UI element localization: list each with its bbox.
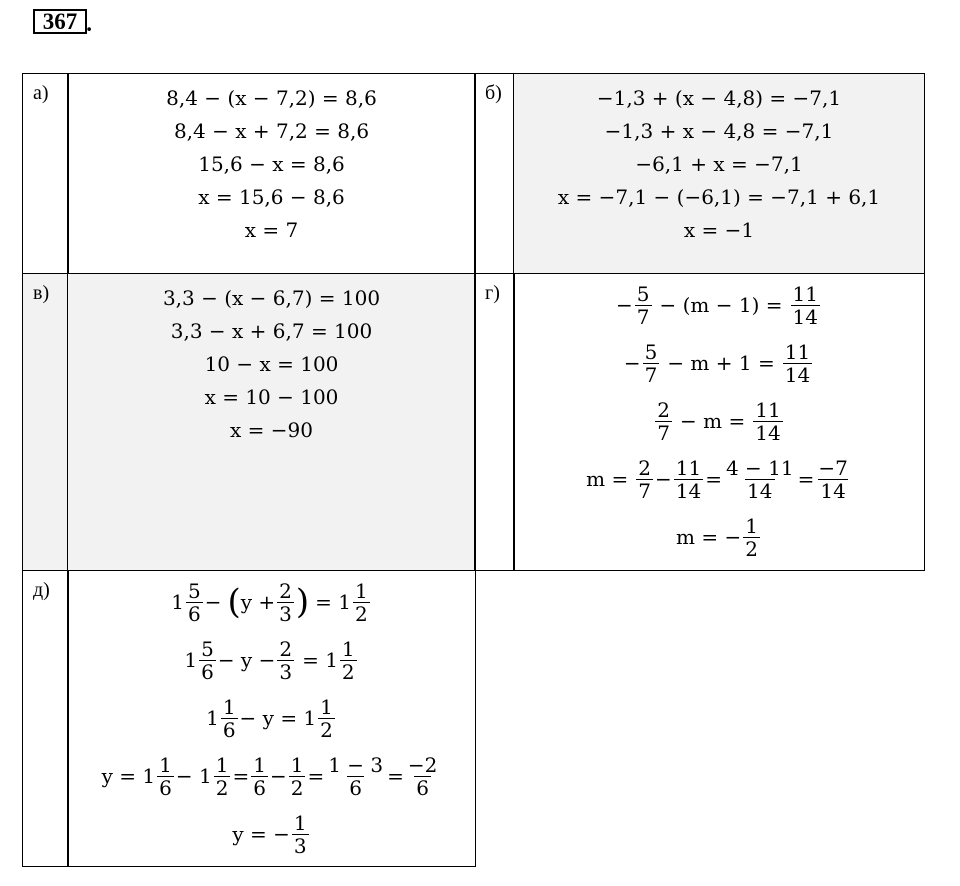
denominator: 14 [755,420,781,445]
eq-g-1 [514,276,924,334]
solution-d [68,573,475,863]
numerator: 11 [784,339,811,364]
eq-v-5: x = −90 [230,418,313,442]
equation-text: = [797,467,815,491]
equation-text: 1 [184,648,198,672]
denominator: 6 [253,775,266,800]
denominator: 7 [644,362,658,387]
fraction [318,696,335,741]
denominator: 3 [279,659,293,684]
cell-d [67,570,476,867]
fraction [289,754,306,799]
denominator: 14 [675,478,702,503]
label-a: а) [33,82,49,104]
equation-text: − [616,293,633,317]
numerator: 1 [253,752,266,777]
eq-v-3: 10 − x = 100 [204,352,339,376]
eq-v-4: x = 10 − 100 [204,385,339,409]
label-d: д) [33,579,50,601]
problem-number: 367 [42,9,78,34]
numerator: 1 [290,752,304,777]
numerator: 5 [187,578,201,603]
eq-g-3 [514,392,924,450]
fraction [251,754,268,799]
denominator: 6 [159,775,172,800]
problem-number-box [33,9,92,36]
eq-b-3: −6,1 + x = −7,1 [635,152,803,176]
eq-v-1: 3,3 − (x − 6,7) = 100 [162,286,381,310]
fraction [406,754,439,799]
fraction [199,638,216,683]
denominator: 2 [215,775,229,800]
eq-g-5 [514,508,924,566]
solution-g [514,276,924,566]
equation-text: − m + 1 = [667,351,775,375]
eq-b-2: −1,3 + x − 4,8 = −7,1 [604,119,834,143]
eq-v-2: 3,3 − x + 6,7 = 100 [170,319,373,343]
equation-text: = [232,764,250,788]
equation-text: 1 [171,590,184,614]
equation-text: − m = [680,409,746,433]
solution-a [68,82,475,247]
fraction [636,457,653,502]
equation-text: − y = 1 [239,706,317,730]
equation-text: − [623,351,641,375]
period: . [86,11,92,36]
denominator: 6 [201,659,214,684]
eq-g-2 [514,334,924,392]
solution-v [68,282,475,447]
eq-a-5: x = 7 [244,218,299,242]
denominator: 2 [745,536,758,561]
numerator: −2 [407,752,438,777]
fraction [277,580,294,625]
eq-d-4 [68,747,475,805]
denominator: 2 [290,775,304,800]
numerator: 1 [222,694,236,719]
equation-text: = [387,764,404,788]
numerator: 2 [279,578,292,603]
denominator: 14 [820,478,846,503]
numerator: 1 [341,636,355,661]
numerator: 5 [636,281,650,306]
denominator: 6 [187,601,201,626]
numerator: 1 [293,810,307,835]
equation-text: y = 1 [101,764,156,788]
denominator: 6 [349,775,363,800]
numerator: 1 [215,752,229,777]
eq-b-4: x = −7,1 − (−6,1) = −7,1 + 6,1 [557,185,881,209]
eq-a-2: 8,4 − x + 7,2 = 8,6 [173,119,370,143]
eq-d-1 [68,573,475,631]
equation-text: = 1 [302,648,338,672]
denominator: 7 [657,420,671,445]
numerator: 1 [320,694,333,719]
denominator: 7 [636,304,650,329]
fraction [186,580,203,625]
eq-d-3 [68,689,475,747]
label-cell-d [22,570,69,867]
denominator: 2 [341,659,355,684]
equation-text: m = [586,467,629,491]
equation-text: = [307,764,325,788]
denominator: 7 [638,478,651,503]
equation-text: m = − [676,525,742,549]
eq-a-4: x = 15,6 − 8,6 [198,185,345,209]
denominator: 2 [355,601,368,626]
numerator: 2 [638,455,651,480]
denominator: 3 [293,833,307,858]
numerator: 1 [745,513,758,538]
denominator: 14 [792,304,818,329]
numerator: 11 [675,455,702,480]
label-g: г) [485,282,500,304]
denominator: 6 [416,775,429,800]
fraction [655,399,672,444]
equation-text: y = − [232,822,290,846]
equation-text: − [654,467,672,491]
fraction [340,638,357,683]
eq-d-5 [68,805,475,863]
fraction [292,812,309,857]
fraction [353,580,370,625]
fraction [277,638,294,683]
numerator: 1 [159,752,172,777]
fraction [157,754,174,799]
equation-text: = 1 [315,590,352,614]
label-b: б) [485,82,502,104]
equation-text: y + [240,590,276,614]
equation-text: ( [227,582,241,622]
fraction [643,341,660,386]
numerator: 4 − 11 [725,455,794,480]
cell-g [513,273,925,571]
numerator: 2 [279,636,293,661]
fraction [221,696,238,741]
denominator: 3 [279,601,292,626]
equation-text: − [204,590,222,614]
cell-a [67,73,476,274]
numerator: 5 [644,339,658,364]
solution-b [514,82,924,247]
fraction [326,754,385,799]
numerator: 1 [355,578,368,603]
fraction [753,399,782,444]
label-v: в) [33,282,50,304]
numerator: 2 [657,397,671,422]
denominator: 14 [747,478,773,503]
label-cell-g [474,273,515,571]
eq-a-1: 8,4 − (x − 7,2) = 8,6 [166,86,377,110]
equation-text: = [705,467,722,491]
eq-b-1: −1,3 + (x − 4,8) = −7,1 [596,86,842,110]
equation-text: 1 [206,706,219,730]
label-cell-v [22,273,69,571]
numerator: 1 − 3 [328,752,384,777]
fraction [635,283,652,328]
cell-b [513,73,925,274]
cell-v [67,273,476,571]
denominator: 2 [320,717,333,742]
fraction [783,341,812,386]
numerator: 11 [792,281,818,306]
label-cell-b [474,73,515,274]
eq-a-3: 15,6 − x = 8,6 [198,152,345,176]
fraction [816,457,849,502]
fraction [724,457,796,502]
numerator: −7 [818,455,848,480]
equation-text: − [269,764,287,788]
equation-text: − 1 [175,764,212,788]
denominator: 6 [222,717,236,742]
label-cell-a [22,73,69,274]
equation-text: ) [295,582,310,622]
eq-g-4 [514,450,924,508]
eq-b-5: x = −1 [683,218,755,242]
equation-text: − y − [217,648,276,672]
numerator: 11 [755,397,781,422]
equation-text: − (m − 1) = [659,293,783,317]
denominator: 14 [784,362,811,387]
numerator: 5 [201,636,214,661]
eq-d-2 [68,631,475,689]
fraction [674,457,703,502]
fraction [791,283,820,328]
fraction [743,515,760,560]
fraction [214,754,231,799]
